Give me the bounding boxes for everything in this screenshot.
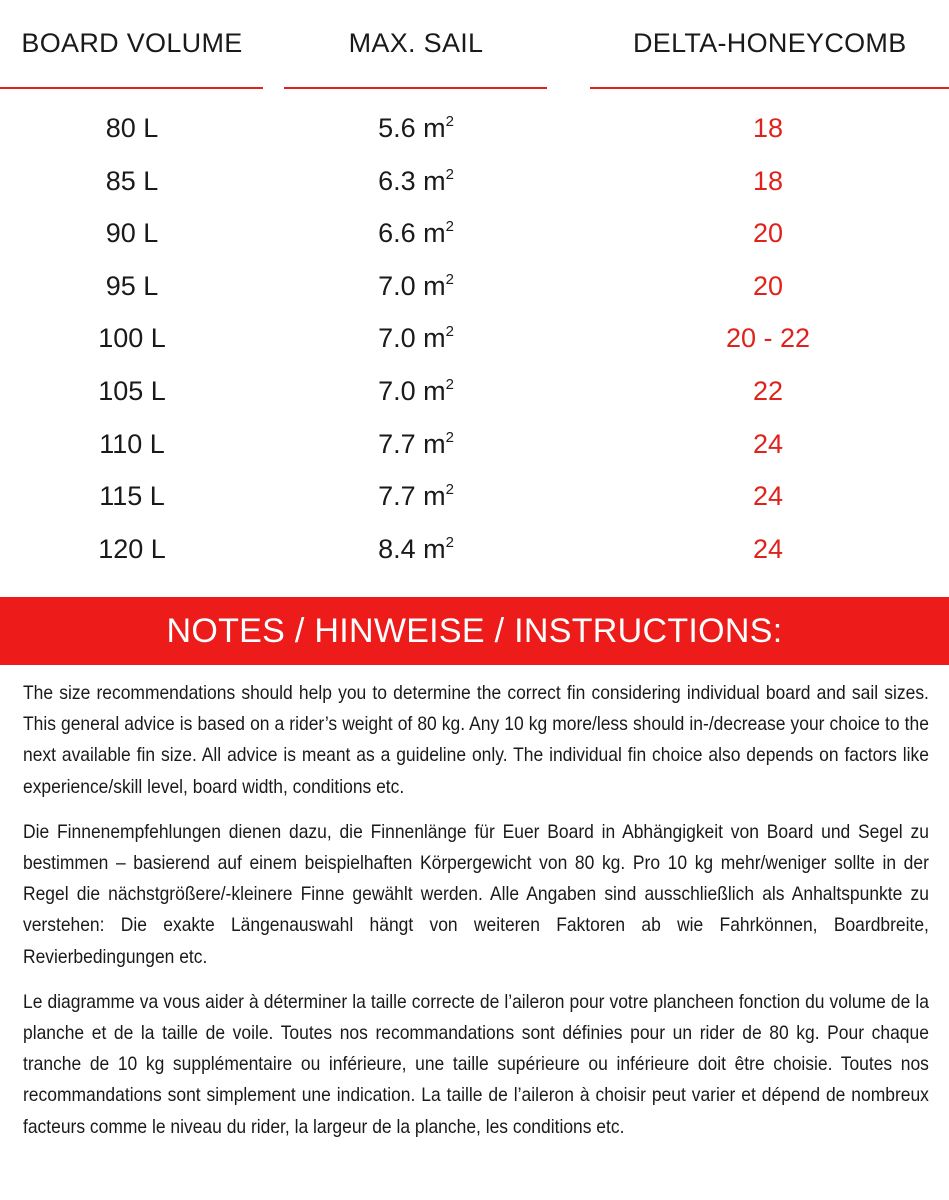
table-row	[0, 524, 949, 577]
table-body	[0, 103, 949, 576]
table-row	[0, 419, 949, 472]
board-volume-cell: 100 L	[98, 323, 166, 354]
header-rule-sail	[284, 87, 547, 89]
board-volume-cell: 105 L	[98, 375, 166, 406]
table-row	[0, 156, 949, 209]
max-sail-value: 6.3 m	[378, 165, 446, 196]
max-sail-value: 7.0 m	[378, 270, 446, 301]
fin-size-cell: 18	[752, 165, 784, 196]
max-sail-value: 8.4 m	[378, 533, 446, 564]
table-row	[0, 366, 949, 419]
square-unit-superscript: 2	[445, 218, 454, 236]
table-row	[0, 208, 949, 261]
max-sail-value: 7.7 m	[378, 428, 446, 459]
header-delta-honeycomb: DELTA-HONEYCOMB	[633, 28, 907, 58]
fin-size-cell: 20 - 22	[725, 323, 811, 354]
header-rule-fin	[590, 87, 949, 89]
max-sail-value: 6.6 m	[378, 218, 446, 249]
max-sail-value: 7.0 m	[378, 323, 446, 354]
note-paragraph-fr: Le diagramme va vous aider à déterminer la taille correcte de l’aileron pour votre plancheen fonction du volume de la planche et de la taille de voile. Toutes nos recommandations sont définies pour un rider de 80 kg. Pour chaque tranche de 10 kg supplémentaire ou inférieure, une taille supérieure ou inférieure doit être choisie. Toutes nos recommandations sont simplement une indication. La taille de l’aileron à choisir peut varier et dépend de nombreux facteurs comme le niveau du rider, la largeur de la planche, les conditions etc.	[23, 990, 929, 1138]
board-volume-cell: 110 L	[99, 428, 165, 459]
note-paragraph-en: The size recommendations should help you to determine the correct fin considering individual board and sail sizes. This general advice is based on a rider’s weight of 80 kg. Any 10 kg more/less should in-/decrease your choice to the next available fin size. All advice is meant as a guideline only. The individual fin choice also depends on factors like experience/skill level, board width, conditions etc.	[23, 682, 929, 798]
square-unit-superscript: 2	[445, 481, 454, 499]
board-volume-cell: 115 L	[99, 481, 165, 512]
fin-size-cell: 20	[752, 270, 784, 301]
max-sail-cell	[281, 534, 551, 565]
max-sail-cell	[281, 376, 551, 407]
fin-size-cell: 24	[752, 481, 784, 512]
table-row	[0, 313, 949, 366]
notes-text	[23, 678, 929, 1157]
square-unit-superscript: 2	[445, 323, 454, 341]
max-sail-cell	[281, 166, 551, 197]
max-sail-cell	[281, 271, 551, 302]
max-sail-cell	[281, 481, 551, 512]
max-sail-cell	[281, 429, 551, 460]
square-unit-superscript: 2	[445, 270, 454, 288]
max-sail-value: 7.7 m	[378, 481, 446, 512]
notes-banner: NOTES / HINWEISE / INSTRUCTIONS:	[0, 597, 949, 665]
max-sail-cell	[281, 323, 551, 354]
header-rule-volume	[0, 87, 263, 89]
board-volume-cell: 95 L	[105, 270, 159, 301]
header-max-sail: MAX. SAIL	[348, 28, 484, 58]
square-unit-superscript: 2	[445, 165, 454, 183]
square-unit-superscript: 2	[445, 375, 454, 393]
table-row	[0, 471, 949, 524]
board-volume-cell: 80 L	[105, 113, 159, 143]
max-sail-cell	[281, 113, 551, 144]
board-volume-cell: 90 L	[105, 218, 159, 249]
fin-size-cell: 22	[752, 375, 784, 406]
board-volume-cell: 120 L	[98, 533, 166, 564]
table-row	[0, 103, 949, 156]
max-sail-cell	[281, 218, 551, 249]
max-sail-value: 7.0 m	[378, 375, 446, 406]
header-board-volume: BOARD VOLUME	[21, 28, 243, 58]
fin-size-table	[0, 0, 949, 597]
note-paragraph-de: Die Finnenempfehlungen dienen dazu, die Finnenlänge für Euer Board in Abhängigkeit von Board und Segel zu bestimmen – basierend auf einem beispielhaften Körpergewicht von 80 kg. Pro 10 kg mehr/weniger sollte in der Regel die nächstgrößere/-kleinere Finne gewählt werden. Alle Angaben sind ausschließlich als Anhaltspunkte zu verstehen: Die exakte Längenauswahl hängt von weiteren Faktoren ab wie Fahrkönnen, Boardbreite, Revierbedingungen etc.	[23, 820, 929, 968]
board-volume-cell: 85 L	[105, 165, 159, 196]
square-unit-superscript: 2	[445, 113, 454, 130]
square-unit-superscript: 2	[445, 533, 454, 551]
table-row	[0, 261, 949, 314]
max-sail-value: 5.6 m	[378, 113, 446, 143]
fin-size-cell: 24	[752, 428, 784, 459]
square-unit-superscript: 2	[445, 428, 454, 446]
fin-size-cell: 18	[752, 113, 784, 143]
fin-size-cell: 20	[752, 218, 784, 249]
fin-size-cell: 24	[752, 533, 784, 564]
